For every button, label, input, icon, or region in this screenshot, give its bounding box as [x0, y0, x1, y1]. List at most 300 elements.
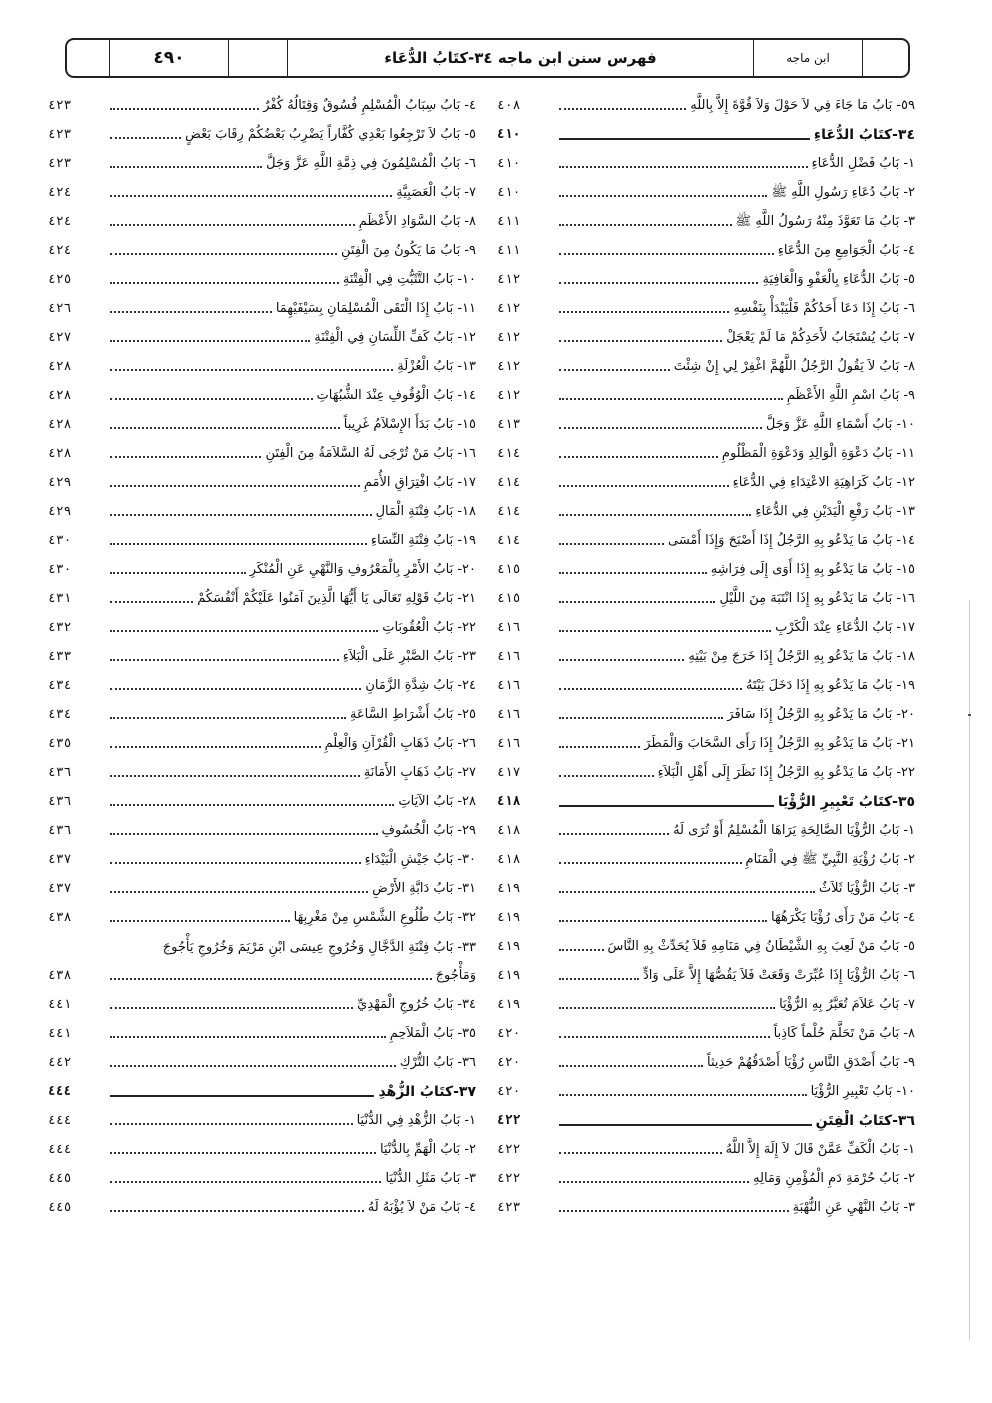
toc-page-number: ٤٢٨ — [48, 445, 72, 461]
toc-entry-title: ١٩- بَابُ مَا يَدْعُو بِهِ إِذَا دَخَلَ بَيْتَهُ — [746, 677, 915, 693]
toc-page-number: ٤٢٣ — [48, 126, 72, 142]
toc-page-number: ٤٢٨ — [48, 387, 72, 403]
toc-entry — [48, 1135, 476, 1164]
toc-entry — [48, 1164, 476, 1193]
toc-entry-title: ١٦- بَابُ مَنْ تُرْجَى لَهُ السَّلاَمَةُ مِنَ الْفِتَنِ — [265, 445, 476, 461]
toc-entry-title: ٣- بَابُ الرُّؤْيَا ثَلاَثٌ — [818, 880, 915, 896]
toc-entry — [497, 584, 915, 613]
toc-entry — [48, 323, 476, 352]
toc-entry-title: ٣٣- بَابُ فِتْنَةِ الدَّجَّالِ وَخُرُوجِ عِيسَى ابْنِ مَرْيَمَ وَخُرُوجِ يَأْجُوجَ — [162, 940, 476, 955]
leader-dots — [559, 1124, 812, 1126]
toc-entry — [48, 729, 476, 758]
leader-dots — [559, 891, 815, 893]
toc-entry-title: ١- بَابُ الْكَفِّ عَمَّنْ قَالَ لاَ إِلَهَ إِلاَّ اللَّهُ — [725, 1141, 915, 1157]
leader-dots — [110, 137, 181, 139]
leader-dots — [559, 427, 762, 429]
toc-page-number: ٤١٨ — [497, 793, 521, 809]
toc-entry-title: ٢٩- بَابُ الْخُسُوفِ — [381, 822, 476, 838]
toc-entry-title: ١٤- بَابُ مَا يَدْعُو بِهِ الرَّجُلُ إِذَا أَصْبَحَ وَإِذَا أَمْسَى — [668, 532, 915, 548]
toc-entry — [497, 990, 915, 1019]
toc-page-number: ٤١٠ — [497, 184, 521, 200]
toc-entry — [48, 758, 476, 787]
toc-entry — [48, 1106, 476, 1135]
toc-entry-title: ١٥- بَابُ بَدَأَ الإِسْلاَمُ غَرِيباً — [343, 416, 476, 432]
toc-page-number: ٤٣٠ — [48, 532, 72, 548]
toc-page-number: ٤٣٨ — [48, 909, 72, 925]
toc-entry-title: ٢٥- بَابُ أَشْرَاطِ السَّاعَةِ — [349, 706, 476, 722]
toc-entry — [497, 642, 915, 671]
toc-page-number: ٤٣٦ — [48, 764, 72, 780]
toc-page-number: ٤١٢ — [497, 329, 521, 345]
leader-dots — [110, 1065, 396, 1067]
scan-edge-tick — [968, 714, 971, 716]
toc-page-number: ٤٢٢ — [497, 1112, 521, 1128]
toc-entry — [497, 961, 915, 990]
toc-page-number: ٤٣٧ — [48, 880, 72, 896]
leader-dots — [110, 514, 372, 516]
toc-entry-title: ٤- بَابُ مَنْ لاَ يُؤْبَهُ لَهُ — [367, 1199, 476, 1215]
toc-entry-title: ٣٥-كتَابُ تَعْبِيرِ الرُّؤْيَا — [777, 793, 915, 810]
toc-entry — [48, 932, 476, 961]
toc-entry-title: ٢٢- بَابُ مَا يَدْعُو بِهِ الرَّجُلُ إِذَا نَظَرَ إِلَى أَهْلِ الْبَلاَءِ — [657, 764, 915, 780]
leader-dots — [110, 746, 321, 748]
toc-entry-title: ٩- بَابُ أَصْدَقِ النَّاسِ رُؤْيَا أَصْدَقُهُمْ حَدِيثاً — [706, 1054, 915, 1070]
toc-entry — [48, 352, 476, 381]
toc-page-number: ٤٤٤ — [48, 1112, 72, 1128]
toc-entry-title: ٣٦- بَابُ التُّرْكِ — [399, 1054, 476, 1070]
toc-entry — [48, 149, 476, 178]
toc-entry-title: ٢٧- بَابُ ذَهَابِ الأَمَانَةِ — [363, 764, 476, 780]
toc-entry-title: ٨- بَابُ السَّوَادِ الأَعْظَمِ — [358, 213, 476, 229]
leader-dots — [559, 862, 742, 864]
toc-page-number: ٤٢٨ — [48, 416, 72, 432]
toc-entry — [497, 932, 915, 961]
leader-dots — [110, 1036, 386, 1038]
toc-page-number: ٤٣٠ — [48, 561, 72, 577]
toc-entry-title: ٢٠- بَابُ الأَمْرِ بِالْمَعْرُوفِ وَالنَّهْيِ عَنِ الْمُنْكَرِ — [249, 561, 476, 577]
toc-entry — [497, 91, 915, 120]
leader-dots — [559, 949, 604, 951]
toc-page-number: ٤٤٥ — [48, 1170, 72, 1186]
toc-page-number: ٤٢٤ — [48, 213, 72, 229]
toc-entry-title: ٨- بَابُ لاَ يَقُولُ الرَّجُلُ اللَّهُمَّ اغْفِرْ لِي إِنْ شِئْتَ — [673, 358, 915, 374]
leader-dots — [559, 1094, 807, 1096]
toc-entry — [497, 381, 915, 410]
toc-entry-title: ١١- بَابُ دَعْوَةِ الْوَالِدِ وَدَعْوَةِ الْمَظْلُومِ — [721, 445, 915, 461]
toc-entry — [48, 671, 476, 700]
leader-dots — [110, 1123, 353, 1125]
toc-page-number: ٤١٤ — [497, 532, 521, 548]
leader-dots — [110, 282, 339, 284]
toc-page-number: ٤١٦ — [497, 619, 521, 635]
toc-page-number: ٤١٧ — [497, 764, 521, 780]
toc-page-number: ٤٢٣ — [48, 155, 72, 171]
leader-dots — [559, 630, 771, 632]
toc-column-right — [497, 91, 915, 1222]
toc-page-number: ٤٤٥ — [48, 1199, 72, 1215]
leader-dots — [559, 108, 686, 110]
toc-page-number: ٤٣٥ — [48, 735, 72, 751]
leader-dots — [110, 166, 262, 168]
toc-page-number: ٤٢٤ — [48, 242, 72, 258]
toc-page-number: ٤٣٦ — [48, 822, 72, 838]
toc-page-number: ٤٢٦ — [48, 300, 72, 316]
leader-dots — [559, 543, 664, 545]
leader-dots — [559, 805, 774, 807]
toc-entry-title: ١٢- بَابُ كَرَاهِيَةِ الاعْتِدَاءِ فِي الدُّعَاءِ — [732, 474, 915, 490]
toc-entry-title: ٥- بَابُ مَنْ لَعِبَ بِهِ الشَّيْطَانُ فِي مَنَامِهِ فَلاَ يُحَدِّثْ بِهِ النَّاسَ — [607, 938, 915, 954]
toc-page-number: ٤١٨ — [497, 851, 521, 867]
toc-entry — [497, 1077, 915, 1106]
leader-dots — [559, 311, 729, 313]
toc-page-number: ٤٤١ — [48, 996, 72, 1012]
toc-entry — [48, 526, 476, 555]
toc-page-number: ٤٤٢ — [48, 1054, 72, 1070]
leader-dots — [559, 398, 783, 400]
leader-dots — [110, 630, 378, 632]
toc-page-number: ٤١٩ — [497, 938, 521, 954]
toc-page-number: ٤٢٢ — [497, 1141, 521, 1157]
leader-dots — [559, 775, 654, 777]
toc-entry-title: ٢- بَابُ دُعَاءِ رَسُولِ اللَّهِ ﷺ — [771, 184, 915, 200]
toc-page-number: ٤٣١ — [48, 590, 72, 606]
toc-entry — [48, 1019, 476, 1048]
toc-page-number: ٤١٣ — [497, 416, 521, 432]
running-title: فهرس سنن ابن ماجه ٣٤-كتَابُ الدُّعَاء — [384, 49, 657, 67]
toc-page-number: ٤١١ — [497, 213, 521, 229]
toc-entry — [497, 439, 915, 468]
toc-entry — [48, 642, 476, 671]
toc-page-number: ٤١٤ — [497, 503, 521, 519]
toc-page-number: ٤١٩ — [497, 967, 521, 983]
leader-dots — [110, 717, 346, 719]
toc-page-number: ٤٣٤ — [48, 706, 72, 722]
toc-entry-title: ١٠- بَابُ التَّثَبُّتِ فِي الْفِتْنَةِ — [342, 271, 476, 287]
toc-page-number: ٤١٢ — [497, 300, 521, 316]
toc-entry — [48, 903, 476, 932]
leader-dots — [110, 369, 393, 371]
leader-dots — [110, 1210, 364, 1212]
toc-page-number: ٤١٥ — [497, 590, 521, 606]
toc-entry-title: ٢٤- بَابُ شِدَّةِ الزَّمَانِ — [365, 677, 476, 693]
toc-entry-title: ٢- بَابُ رُؤْيَةِ النَّبِيِّ ﷺ فِي الْمَنَامِ — [745, 851, 915, 867]
toc-entry — [48, 236, 476, 265]
toc-page-number: ٤٣٧ — [48, 851, 72, 867]
toc-entry-title: ١٠- بَابُ أَسْمَاءِ اللَّهِ عَزَّ وَجَلَّ — [765, 416, 915, 432]
toc-entry — [48, 120, 476, 149]
toc-entry-title: ٣٤-كتَابُ الدُّعَاءِ — [813, 126, 915, 143]
toc-page-number: ٤٢٧ — [48, 329, 72, 345]
leader-dots — [110, 1181, 381, 1183]
toc-entry-title: ٥- بَابُ الدُّعَاءِ بِالْعَفْوِ وَالْعَافِيَةِ — [762, 271, 915, 287]
toc-entry — [48, 497, 476, 526]
toc-page-number: ٤١٩ — [497, 996, 521, 1012]
toc-entry — [497, 526, 915, 555]
leader-dots — [559, 978, 639, 980]
toc-entry-title: ٢١- بَابُ قَوْلِهِ تَعَالَى يَا أَيُّهَا الَّذِينَ آمَنُوا عَلَيْكُمْ أَنْفُسَكُمْ — [197, 590, 476, 606]
toc-entry — [48, 961, 476, 990]
toc-entry — [497, 149, 915, 178]
leader-dots — [110, 398, 313, 400]
toc-entry-title: ١٣- بَابُ الْعُزْلَةِ — [397, 358, 476, 374]
toc-page-number: ٤١٦ — [497, 648, 521, 664]
leader-dots — [559, 1007, 775, 1009]
leader-dots — [559, 688, 742, 690]
toc-entry — [497, 352, 915, 381]
leader-dots — [110, 572, 246, 574]
toc-page-number: ٤١٠ — [497, 126, 521, 142]
toc-page-number: ٤٢٣ — [48, 97, 72, 113]
toc-page-number: ٤٢٩ — [48, 474, 72, 490]
toc-page-number: ٤١٢ — [497, 358, 521, 374]
toc-page-number: ٤٣٦ — [48, 793, 72, 809]
toc-entry — [497, 758, 915, 787]
toc-entry — [48, 381, 476, 410]
toc-entry-title: ٣٢- بَابُ طُلُوعِ الشَّمْسِ مِنْ مَغْرِبِهَا — [293, 909, 476, 925]
toc-page-number: ٤١٢ — [497, 387, 521, 403]
leader-dots — [559, 282, 758, 284]
toc-entry — [497, 236, 915, 265]
toc-page-number: ٤٠٨ — [497, 97, 521, 113]
toc-entry-title: ١٩- بَابُ فِتْنَةِ النِّسَاءِ — [370, 532, 476, 548]
toc-entry — [48, 1048, 476, 1077]
leader-dots — [110, 775, 360, 777]
toc-page-number: ٤٢٠ — [497, 1025, 521, 1041]
leader-dots — [559, 1036, 770, 1038]
leader-dots — [110, 688, 361, 690]
toc-page-number: ٤٣٣ — [48, 648, 72, 664]
toc-entry-title: ١٢- بَابُ كَفِّ اللِّسَانِ فِي الْفِتْنَةِ — [314, 329, 476, 345]
toc-entry — [48, 468, 476, 497]
toc-entry-title: ١- بَابُ فَضْلِ الدُّعَاءِ — [811, 155, 915, 171]
leader-dots — [559, 166, 808, 168]
toc-entry — [497, 1048, 915, 1077]
page-number: ٤٩٠ — [153, 48, 185, 68]
toc-kitab-heading — [497, 120, 915, 149]
leader-dots — [110, 1152, 376, 1154]
leader-dots — [110, 1095, 374, 1097]
toc-entry-title: ٥٩- بَابُ مَا جَاءَ فِي لاَ حَوْلَ وَلاَ قُوَّةَ إِلاَّ بِاللَّهِ — [690, 97, 915, 113]
toc-entry — [497, 613, 915, 642]
leader-dots — [559, 138, 810, 140]
toc-entry-title: ١٦- بَابُ مَا يَدْعُو بِهِ إِذَا انْتَبَهَ مِنَ اللَّيْلِ — [719, 590, 915, 606]
toc-page-number: ٤١٨ — [497, 822, 521, 838]
toc-entry-title: ١٠- بَابُ تَعْبِيرِ الرُّؤْيَا — [810, 1083, 915, 1099]
toc-entry-title: ٩- بَابُ مَا يَكُونُ مِنَ الْفِتَنِ — [341, 242, 476, 258]
toc-entry-title: ٧- بَابُ عَلاَمَ تُعَبَّرُ بِهِ الرُّؤْيَا — [779, 996, 915, 1012]
toc-entry-title: ٨- بَابُ مَنْ تَحَلَّمَ حُلْماً كَاذِباً — [773, 1025, 915, 1041]
toc-page-number: ٤١٢ — [497, 271, 521, 287]
toc-page-number: ٤٤٤ — [48, 1083, 72, 1099]
toc-entry-title: ٦- بَابُ الْمُسْلِمُونَ فِي ذِمَّةِ اللَّهِ عَزَّ وَجَلَّ — [266, 155, 476, 171]
leader-dots — [559, 601, 715, 603]
toc-page-number: ٤٤٤ — [48, 1141, 72, 1157]
toc-entry — [48, 410, 476, 439]
toc-entry-title: ١- بَابُ الرُّؤْيَا الصَّالِحَةِ يَرَاهَا الْمُسْلِمُ أَوْ تُرَى لَهُ — [673, 822, 915, 838]
toc-entry-title: وَمَأْجُوجَ — [435, 967, 476, 983]
leader-dots — [110, 804, 394, 806]
toc-entry — [497, 903, 915, 932]
toc-page-number: ٤٢٠ — [497, 1083, 521, 1099]
toc-page-number: ٤١١ — [497, 242, 521, 258]
leader-dots — [110, 833, 378, 835]
scan-edge-line — [969, 600, 970, 1340]
toc-entry-title: ٣٠- بَابُ جَيْشِ الْبَيْدَاءِ — [364, 851, 476, 867]
toc-entry-title: ٤- بَابُ سِبَابُ الْمُسْلِمِ فُسُوقٌ وَقِتَالُهُ كُفْرٌ — [263, 97, 476, 113]
toc-page-number: ٤٢٤ — [48, 184, 72, 200]
toc-page-number: ٤١٦ — [497, 706, 521, 722]
toc-page-number: ٤٢٢ — [497, 1170, 521, 1186]
toc-entry — [48, 845, 476, 874]
header-empty-cell — [229, 40, 287, 76]
toc-entry-title: ١- بَابُ الزُّهْدِ فِي الدُّنْيَا — [356, 1112, 476, 1128]
toc-entry — [497, 265, 915, 294]
leader-dots — [110, 891, 368, 893]
toc-kitab-heading — [497, 1106, 915, 1135]
toc-page-number: ٤٢٥ — [48, 271, 72, 287]
leader-dots — [559, 340, 722, 342]
toc-entry — [48, 584, 476, 613]
leader-dots — [559, 746, 640, 748]
leader-dots — [559, 572, 707, 574]
toc-entry-title: ٣١- بَابُ دَابَّةِ الأَرْضِ — [372, 880, 476, 896]
book-name: ابن ماجه — [786, 51, 830, 65]
toc-column-left — [48, 91, 476, 1222]
toc-entry-title: ٣- بَابُ مَا تَعَوَّذَ مِنْهُ رَسُولُ اللَّهِ ﷺ — [735, 213, 915, 229]
toc-entry-title: ٧- بَابُ الْعَصَبِيَّةِ — [396, 184, 476, 200]
toc-entry — [48, 294, 476, 323]
toc-page-number: ٤٢٩ — [48, 503, 72, 519]
toc-page-number: ٤١٩ — [497, 909, 521, 925]
toc-page-number: ٤١٩ — [497, 880, 521, 896]
leader-dots — [559, 659, 684, 661]
toc-entry-title: ٤- بَابُ مَنْ رَأَى رُؤْيَا يَكْرَهُهَا — [771, 909, 915, 925]
toc-entry-title: ١٨- بَابُ مَا يَدْعُو بِهِ الرَّجُلُ إِذَا خَرَجَ مِنْ بَيْتِهِ — [688, 648, 915, 664]
toc-entry — [497, 497, 915, 526]
leader-dots — [559, 1152, 722, 1154]
toc-page-number: ٤١٤ — [497, 474, 521, 490]
toc-entry — [497, 178, 915, 207]
leader-dots — [110, 427, 340, 429]
leader-dots — [559, 1065, 703, 1067]
toc-entry — [497, 410, 915, 439]
toc-entry-title: ٩- بَابُ اسْمِ اللَّهِ الأَعْظَمِ — [786, 387, 915, 403]
header-empty-cell-right — [863, 40, 908, 76]
toc-entry — [497, 323, 915, 352]
toc-page-number: ٤٢٠ — [497, 1054, 521, 1070]
leader-dots — [559, 514, 751, 516]
leader-dots — [110, 253, 337, 255]
toc-entry — [497, 1135, 915, 1164]
toc-entry — [48, 91, 476, 120]
toc-entry-title: ٣٥- بَابُ الْمَلاَحِمِ — [389, 1025, 476, 1041]
toc-page-number: ٤١٤ — [497, 445, 521, 461]
toc-entry-title: ٢٢- بَابُ الْعُقُوبَاتِ — [382, 619, 476, 635]
leader-dots — [110, 485, 360, 487]
leader-dots — [559, 224, 732, 226]
toc-entry-title: ٤- بَابُ الْجَوَامِعِ مِنَ الدُّعَاءِ — [777, 242, 915, 258]
leader-dots — [559, 833, 669, 835]
toc-entry-title: ١٧- بَابُ افْتِرَاقِ الأُمَمِ — [363, 474, 476, 490]
leader-dots — [559, 1210, 789, 1212]
toc-entry — [48, 700, 476, 729]
toc-entry — [48, 1193, 476, 1222]
leader-dots — [559, 1181, 749, 1183]
toc-page-number: ٤٣٨ — [48, 967, 72, 983]
page-header — [65, 38, 910, 78]
toc-entry — [497, 816, 915, 845]
toc-page-number: ٤١٠ — [497, 155, 521, 171]
toc-page-number: ٤١٦ — [497, 735, 521, 751]
leader-dots — [110, 340, 310, 342]
leader-dots — [559, 717, 723, 719]
leader-dots — [110, 108, 259, 110]
toc-entry-title: ٣٧-كتَابُ الزُّهْدِ — [378, 1083, 476, 1100]
toc-page-number: ٤٤١ — [48, 1025, 72, 1041]
leader-dots — [110, 224, 355, 226]
leader-dots — [559, 195, 767, 197]
leader-dots — [110, 456, 261, 458]
toc-entry — [48, 439, 476, 468]
toc-entry-title: ٢٣- بَابُ الصَّبْرِ عَلَى الْبَلاَءِ — [342, 648, 476, 664]
toc-entry-title: ٢٠- بَابُ مَا يَدْعُو بِهِ الرَّجُلُ إِذَا سَافَرَ — [727, 706, 915, 722]
toc-entry-title: ١١- بَابُ إِذَا الْتَقَى الْمُسْلِمَانِ بِسَيْفَيْهِمَا — [275, 300, 476, 316]
leader-dots — [110, 862, 361, 864]
toc-entry — [497, 1019, 915, 1048]
toc-entry — [48, 874, 476, 903]
leader-dots — [559, 369, 670, 371]
toc-entry — [497, 700, 915, 729]
toc-entry — [48, 555, 476, 584]
toc-page-number: ٤١٦ — [497, 677, 521, 693]
toc-entry — [497, 468, 915, 497]
toc-entry-title: ١٤- بَابُ الْوُقُوفِ عِنْدَ الشُّبُهَاتِ — [316, 387, 476, 403]
toc-entry — [48, 265, 476, 294]
toc-entry — [497, 1164, 915, 1193]
toc-entry — [48, 613, 476, 642]
toc-entry — [497, 671, 915, 700]
header-empty-cell-left — [67, 40, 109, 76]
toc-entry-title: ١٣- بَابُ رَفْعِ الْيَدَيْنِ فِي الدُّعَاءِ — [755, 503, 915, 519]
toc-kitab-heading — [497, 787, 915, 816]
toc-entry-title: ١٨- بَابُ فِتْنَةِ الْمَالِ — [375, 503, 476, 519]
leader-dots — [110, 920, 290, 922]
toc-entry-title: ٣- بَابُ النَّهْيِ عَنِ النُّهْبَةِ — [792, 1199, 915, 1215]
toc-entry — [48, 178, 476, 207]
toc-entry — [48, 787, 476, 816]
toc-entry-title: ١٧- بَابُ الدُّعَاءِ عِنْدَ الْكَرْبِ — [775, 619, 915, 635]
toc-entry — [497, 555, 915, 584]
toc-entry-title: ٢- بَابُ حُرْمَةِ دَمِ الْمُؤْمِنِ وَمَالِهِ — [753, 1170, 915, 1186]
toc-entry-title: ٣٦-كتَابُ الْفِتَنِ — [815, 1112, 915, 1129]
toc-entry-title: ١٥- بَابُ مَا يَدْعُو بِهِ إِذَا أَوَى إِلَى فِرَاشِهِ — [710, 561, 915, 577]
toc-entry — [497, 874, 915, 903]
leader-dots — [559, 920, 767, 922]
toc-entry-title: ٣٤- بَابُ خُرُوجِ الْمَهْدِيِّ — [357, 996, 476, 1012]
toc-entry — [497, 1193, 915, 1222]
leader-dots — [559, 253, 774, 255]
toc-entry-title: ٢- بَابُ الْهَمِّ بِالدُّنْيَا — [380, 1141, 476, 1157]
toc-page-number: ٤٢٨ — [48, 358, 72, 374]
toc-entry-title: ٧- بَابُ يُسْتَجَابُ لأَحَدِكُمْ مَا لَمْ يَعْجَلْ — [726, 329, 915, 345]
toc-page-number: ٤٣٤ — [48, 677, 72, 693]
leader-dots — [559, 456, 718, 458]
toc-page-number: ٤٢٣ — [497, 1199, 521, 1215]
toc-entry-title: ٦- بَابُ الرُّؤْيَا إِذَا عُبِّرَتْ وَقَعَتْ فَلاَ يَقُصُّهَا إِلاَّ عَلَى وَادٍّ — [642, 967, 915, 983]
toc-entry — [48, 207, 476, 236]
toc-page-number: ٤١٥ — [497, 561, 521, 577]
leader-dots — [559, 485, 729, 487]
